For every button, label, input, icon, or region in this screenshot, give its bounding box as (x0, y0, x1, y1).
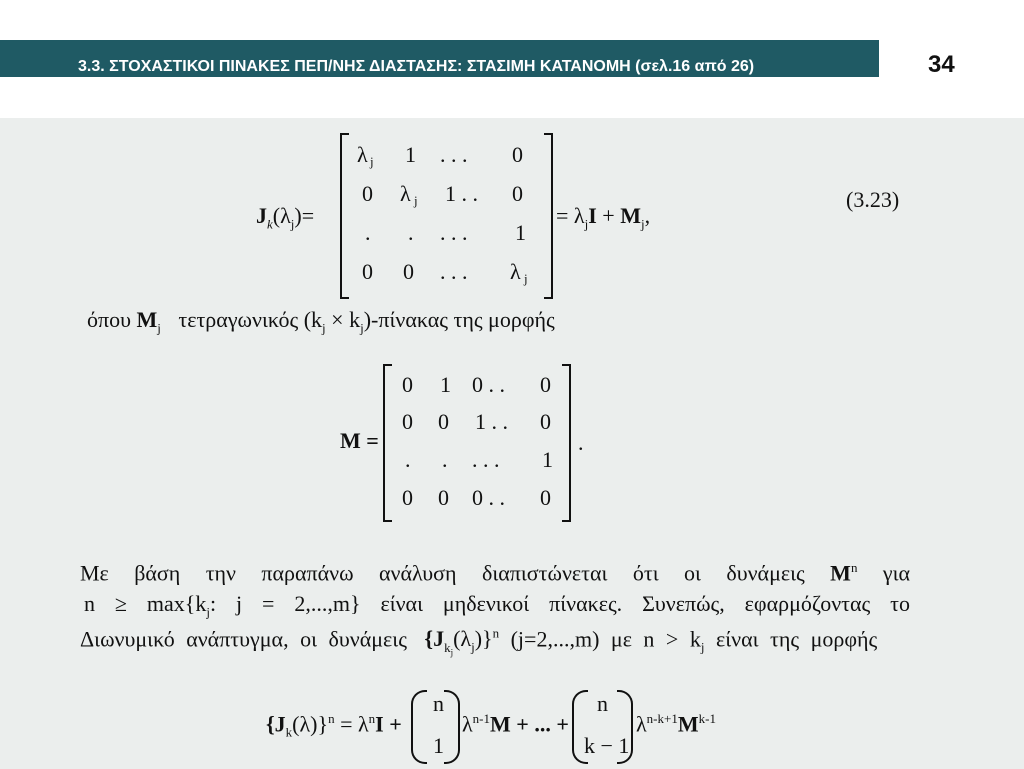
eq2-left-bracket (383, 364, 392, 522)
page-number: 34 (928, 51, 955, 78)
eq2-right-bracket (562, 364, 571, 522)
eq3-term2: $\lambda^{n-1}M$ + ... + (462, 711, 569, 737)
slide-title: 3.3. ΣΤΟΧΑΣΤΙΚΟΙ ΠΙΝΑΚΕΣ ΠΕΠ/ΝΗΣ ΔΙΑΣΤΑΣΗΣ: ΣΤΑΣΙΜΗ ΚΑΤΑΝΟΜΗ (σελ.16 από 26) (78, 58, 755, 75)
binom2-right-paren (617, 690, 633, 764)
eq2-period: . (578, 430, 584, 455)
binom2-top: n (597, 691, 608, 716)
where-line: όπου $M_j$ τετραγωνικός $(k_j \times k_j)-\pi ί\nu\alpha\kappa\alpha\varsigma$ της μορφής (87, 307, 555, 336)
eq1-rhs: = $\lambda_jI + M_j$, (556, 203, 651, 232)
binom1-right-paren (444, 690, 460, 764)
paragraph-line-2: $n \ge \max\{k_j$: j = 2,...,m} είναι μηδενικοί πίνακες. Συνεπώς, εφαρμόζοντας το (84, 591, 910, 620)
eq3-lhs: $\{J_k(\lambda)\}^n = \lambda^nI$ + (266, 711, 402, 740)
binom1-bottom: 1 (433, 733, 444, 758)
binom1-top: n (433, 691, 444, 716)
eq1-right-bracket (544, 133, 553, 299)
binom2-bottom: k − 1 (584, 733, 630, 758)
binom1-left-paren (411, 690, 427, 764)
equation-number: (3.23) (846, 187, 900, 212)
eq2-lhs: M = (340, 428, 379, 453)
eq1-left-bracket (340, 133, 349, 299)
eq3-term3: $\lambda^{n-k+1}M^{k-1}$ (636, 711, 716, 737)
paragraph-line-1: Με βάση την παραπάνω ανάλυση διαπιστώνεται ότι οι δυνάμεις $M^n$ για (80, 560, 911, 586)
paragraph-line-3: Διωνυμικό ανάπτυγμα, οι δυνάμεις $\{J_{k_j}(\lambda_j)\}^n$ (j=2,...,m) με $n > k_j$ είναι της μορφής (80, 626, 878, 658)
eq1-lhs: $J_k(\lambda_j)=$ (256, 203, 315, 232)
